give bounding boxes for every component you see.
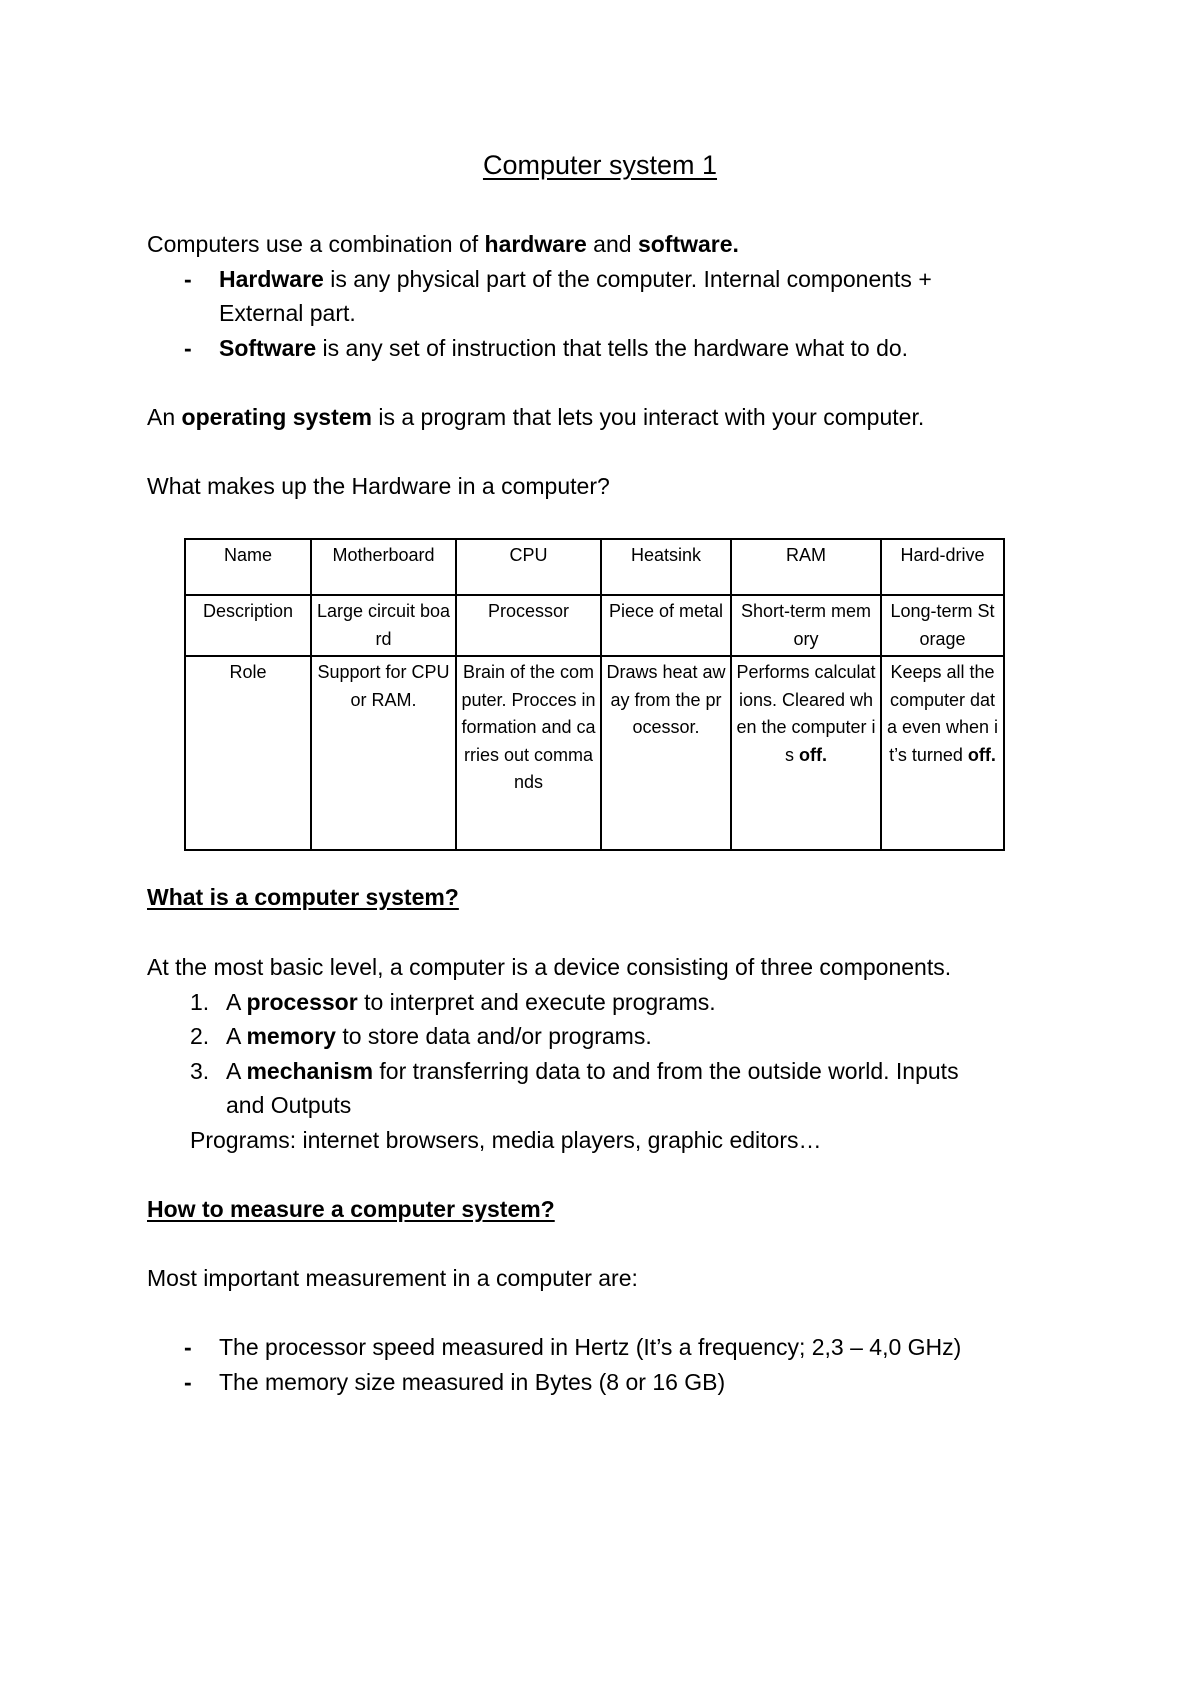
hdd-role-text: Keeps all the computer data even when it’s turned	[886, 662, 999, 765]
hardware-bullet-line-2: External part.	[219, 300, 356, 326]
section-heading-measure: How to measure a computer system?	[147, 1196, 555, 1222]
os-prefix: An	[147, 404, 182, 430]
software-bullet-term: Software	[219, 335, 317, 361]
programs-line: Programs: internet browsers, media players, graphic editors…	[190, 1127, 822, 1153]
table-cell: Support for CPU or RAM.	[311, 656, 456, 850]
bullet-dash: -	[184, 335, 192, 361]
intro-prefix: Computers use a combination of	[147, 231, 485, 257]
table-cell: Piece of metal	[601, 595, 731, 656]
list-item-mechanism	[226, 1054, 959, 1088]
list-item-text: to interpret and execute programs.	[357, 989, 716, 1015]
table-row-description	[185, 595, 1004, 656]
list-number: 1.	[190, 989, 210, 1015]
processor-speed-bullet: The processor speed measured in Hertz (It’s a frequency; 2,3 – 4,0 GHz)	[219, 1334, 962, 1360]
os-line	[147, 400, 924, 434]
page-title: Computer system 1	[482, 150, 718, 180]
table-cell: Large circuit board	[311, 595, 456, 656]
table-cell: Brain of the computer. Procces information and carries out commands	[456, 656, 601, 850]
table-cell: Role	[185, 656, 311, 850]
hardware-bullet-line-1	[219, 262, 932, 296]
table-cell: Description	[185, 595, 311, 656]
hardware-bullet-text: is any physical part of the computer. Internal components +	[323, 266, 932, 292]
table-cell: Processor	[456, 595, 601, 656]
section-heading-computer-system: What is a computer system?	[147, 884, 459, 910]
list-item-term: mechanism	[246, 1058, 374, 1084]
hdd-role-bold: off.	[967, 744, 996, 765]
hardware-table	[184, 538, 1005, 851]
table-row-name	[185, 539, 1004, 595]
intro-hardware-term: hardware	[484, 231, 587, 257]
table-cell	[731, 656, 881, 850]
table-cell	[881, 656, 1004, 850]
os-text: is a program that lets you interact with your computer.	[371, 404, 925, 430]
list-item-term: processor	[246, 989, 358, 1015]
hardware-question: What makes up the Hardware in a computer?	[147, 473, 610, 499]
table-cell: Motherboard	[311, 539, 456, 595]
list-number: 2.	[190, 1023, 210, 1049]
memory-size-bullet: The memory size measured in Bytes (8 or 16 GB)	[219, 1369, 726, 1395]
intro-line	[147, 227, 739, 261]
list-item-prefix: A	[226, 989, 247, 1015]
list-item-text: for transferring data to and from the outside world. Inputs	[373, 1058, 959, 1084]
list-number: 3.	[190, 1058, 210, 1084]
table-cell: Name	[185, 539, 311, 595]
list-item-prefix: A	[226, 1058, 247, 1084]
list-item-prefix: A	[226, 1023, 247, 1049]
list-item-processor	[226, 985, 716, 1019]
table-cell: Draws heat away from the processor.	[601, 656, 731, 850]
list-item-text: to store data and/or programs.	[335, 1023, 652, 1049]
section1-lead: At the most basic level, a computer is a device consisting of three components.	[147, 954, 952, 980]
table-cell: CPU	[456, 539, 601, 595]
table-cell: Short-term memory	[731, 595, 881, 656]
hardware-bullet-term: Hardware	[219, 266, 324, 292]
list-item-memory	[226, 1019, 652, 1053]
intro-software-term: software.	[637, 231, 739, 257]
table-cell: Heatsink	[601, 539, 731, 595]
list-item-term: memory	[246, 1023, 336, 1049]
os-term: operating system	[181, 404, 372, 430]
bullet-dash: -	[184, 266, 192, 292]
table-cell: Hard-drive	[881, 539, 1004, 595]
intro-and: and	[586, 231, 638, 257]
software-bullet-text: is any set of instruction that tells the hardware what to do.	[316, 335, 909, 361]
list-item-mechanism-cont: and Outputs	[226, 1092, 352, 1118]
bullet-dash: -	[184, 1369, 192, 1395]
ram-role-text: Performs calculations. Cleared when the computer is	[736, 662, 876, 765]
section2-lead: Most important measurement in a computer are:	[147, 1265, 638, 1291]
table-row-role	[185, 656, 1004, 850]
table-cell: Long-term Storage	[881, 595, 1004, 656]
bullet-dash: -	[184, 1334, 192, 1360]
ram-role-bold: off.	[799, 744, 827, 765]
table-cell: RAM	[731, 539, 881, 595]
software-bullet-line	[219, 331, 908, 365]
